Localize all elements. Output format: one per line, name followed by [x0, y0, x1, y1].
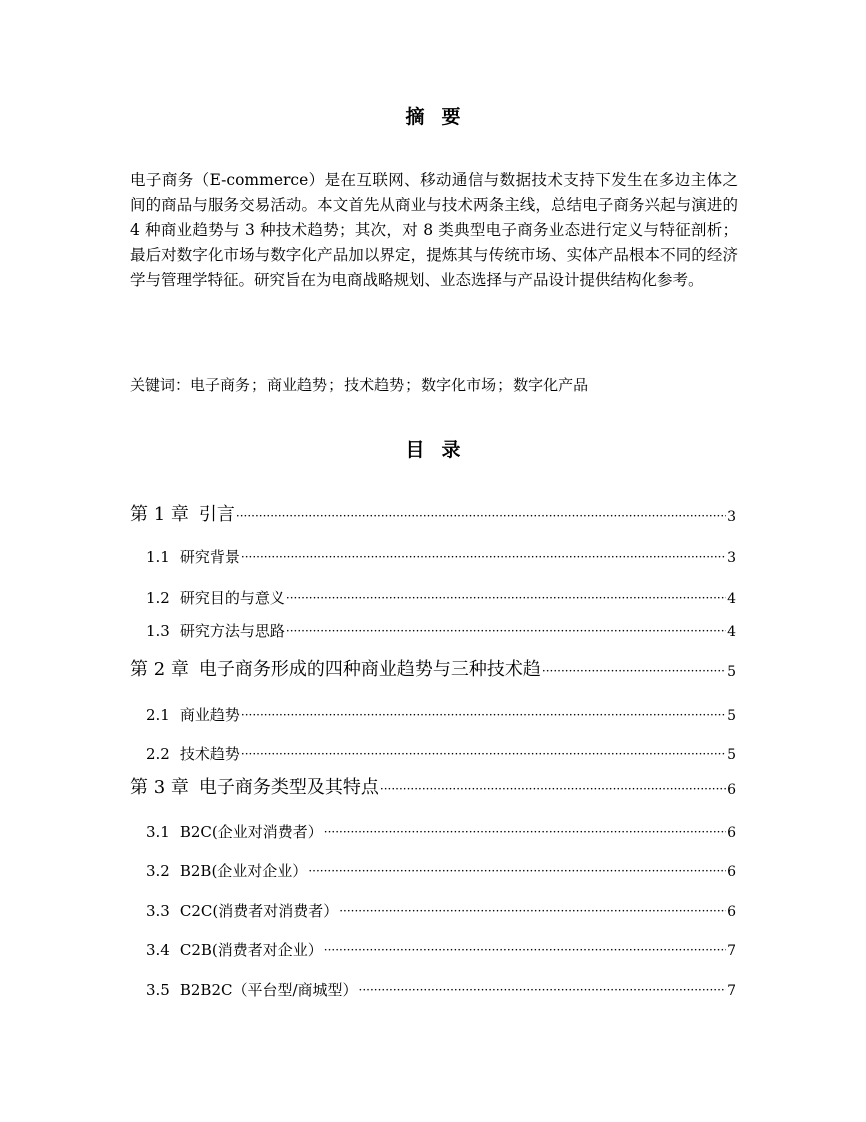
toc-entry-3-1[interactable]	[130, 816, 736, 842]
toc-leader	[380, 782, 726, 799]
toc-entry-3-3[interactable]	[130, 895, 736, 921]
toc-entry-chapter-3[interactable]	[130, 773, 736, 799]
toc-leader	[241, 747, 726, 764]
toc-leader	[542, 664, 726, 681]
toc-page-number: 3	[727, 550, 736, 566]
keyword-separator: ；	[405, 376, 421, 394]
keyword: 数字化市场	[421, 376, 497, 394]
keyword: 电子商务	[190, 376, 251, 394]
toc-number: 1.2	[146, 589, 170, 607]
toc-title: 研究方法与思路	[179, 622, 285, 640]
keywords-label: 关键词：	[130, 376, 191, 394]
toc-title: B2B(企业对企业）	[179, 862, 308, 880]
toc-heading: 目录	[405, 439, 478, 461]
toc-entry-2-1[interactable]	[130, 699, 736, 725]
toc-leader	[339, 904, 726, 921]
toc-title: B2B2C（平台型/商城型）	[179, 981, 358, 999]
toc-page-number: 5	[727, 708, 736, 724]
toc-leader	[324, 943, 726, 960]
toc-entry-3-5[interactable]	[130, 974, 736, 1000]
keyword-separator: ；	[251, 376, 267, 394]
toc-page-number: 4	[727, 591, 736, 607]
toc-leader	[308, 864, 726, 881]
toc-leader	[324, 825, 726, 842]
toc-number: 2.2	[146, 745, 170, 763]
toc-leader	[241, 550, 726, 567]
toc-leader	[359, 983, 727, 1000]
toc-title: 电子商务形成的四种商业趋势与三种技术趋	[198, 659, 541, 680]
keyword: 商业趋势	[267, 376, 328, 394]
keyword: 技术趋势	[344, 376, 405, 394]
abstract-heading: 摘要	[405, 106, 478, 128]
toc-number: 3.5	[146, 981, 170, 999]
toc-page-number: 3	[727, 509, 736, 525]
toc-number: 第 3 章	[130, 777, 189, 798]
toc-leader	[286, 624, 726, 641]
toc-number: 3.3	[146, 902, 170, 920]
toc-number: 3.4	[146, 941, 170, 959]
toc-title: C2B(消费者对企业）	[179, 941, 323, 959]
toc-page-number: 5	[727, 664, 736, 680]
toc-entry-chapter-2[interactable]	[130, 655, 736, 681]
toc-entry-1-2[interactable]	[130, 582, 736, 608]
toc-number: 1.3	[146, 622, 170, 640]
toc-page-number: 4	[727, 624, 736, 640]
toc-entry-3-2[interactable]	[130, 855, 736, 881]
toc-title: 研究背景	[179, 548, 240, 566]
abstract-body: 电子商务（E-commerce）是在互联网、移动通信与数据技术支持下发生在多边主体之间的商品与服务交易活动。本文首先从商业与技术两条主线，总结电子商务兴起与演进的 4 种商业趋势与 3 种技术趋势；其次，对 8 类典型电子商务业态进行定义与特征剖析；最后对数字化市场与数字化产品加以界定，提炼其与传统市场、实体产品根本不同的经济学与管理学特征。研究旨在为电商战略规划、业态选择与产品设计提供结构化参考。	[130, 171, 738, 289]
toc-number: 第 1 章	[130, 504, 189, 525]
toc-title: 电子商务类型及其特点	[198, 777, 379, 798]
toc-entry-1-3[interactable]	[130, 615, 736, 641]
toc-entry-3-4[interactable]	[130, 934, 736, 960]
toc-page-number: 5	[727, 747, 736, 763]
toc-page-number: 6	[727, 782, 736, 798]
toc-number: 1.1	[146, 548, 170, 566]
toc-title: 研究目的与意义	[179, 589, 285, 607]
toc-title: 商业趋势	[179, 706, 240, 724]
toc-page-number: 6	[727, 904, 736, 920]
keyword: 数字化产品	[513, 376, 589, 394]
toc-page-number: 6	[727, 864, 736, 880]
toc-number: 第 2 章	[130, 659, 189, 680]
toc-number: 3.2	[146, 862, 170, 880]
toc-title: B2C(企业对消费者）	[179, 823, 323, 841]
toc-number: 2.1	[146, 706, 170, 724]
toc-page-number: 7	[727, 943, 736, 959]
toc-entry-2-2[interactable]	[130, 738, 736, 764]
toc-leader	[241, 708, 726, 725]
toc-title: 技术趋势	[179, 745, 240, 763]
toc-entry-1-1[interactable]	[130, 541, 736, 567]
toc-leader	[286, 591, 726, 608]
toc-leader	[236, 509, 726, 526]
toc-entry-chapter-1[interactable]	[130, 500, 736, 526]
toc-title: 引言	[198, 504, 235, 525]
keyword-separator: ；	[497, 376, 513, 394]
toc-page-number: 7	[727, 983, 736, 999]
toc-number: 3.1	[146, 823, 170, 841]
keyword-separator: ；	[328, 376, 344, 394]
toc-title: C2C(消费者对消费者）	[179, 902, 339, 920]
toc-page-number: 6	[727, 825, 736, 841]
